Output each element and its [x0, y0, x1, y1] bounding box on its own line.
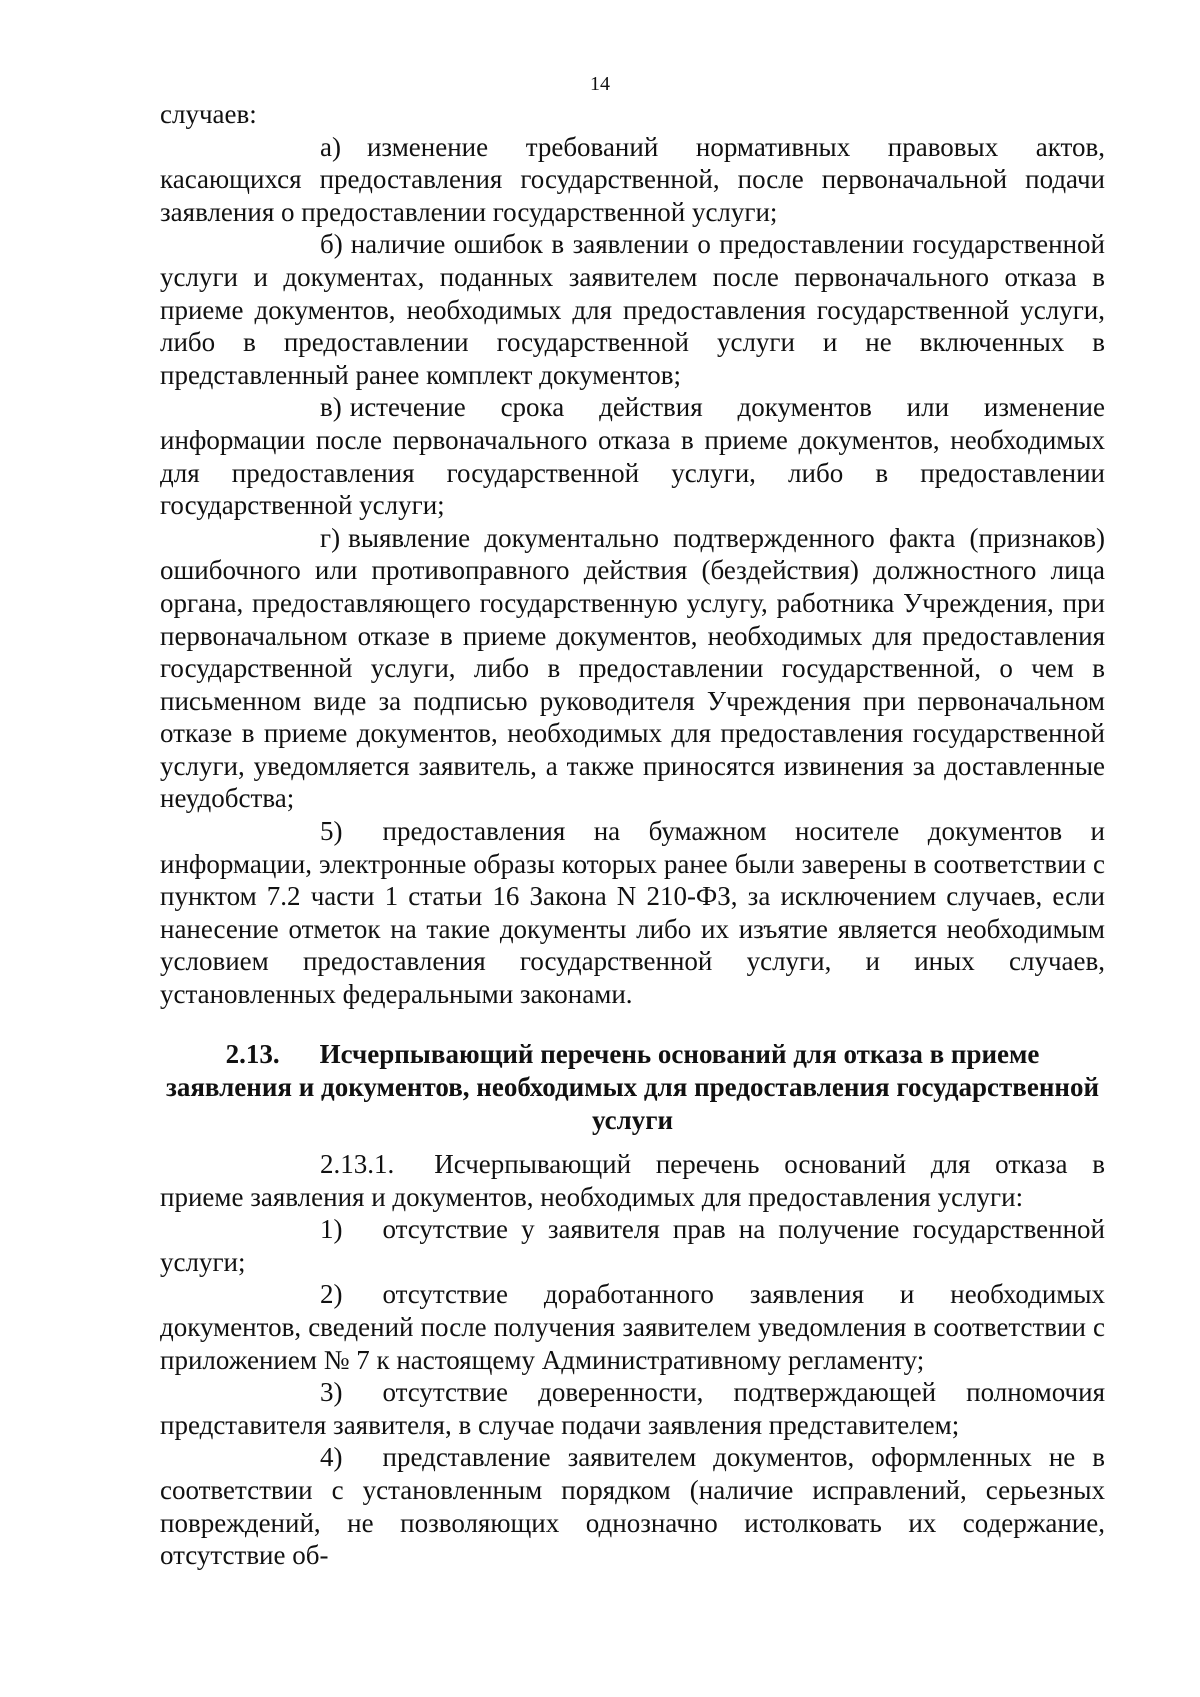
item-label: 2) [320, 1279, 343, 1310]
body-text-upper [160, 98, 1105, 1011]
paragraph-item-g [160, 522, 1105, 815]
item-text: наличие ошибок в заявлении о предоставлении государственной услуги и документах, поданных заявителем после первоначального отказа в приеме документов, необходимых для предоставления государственной услуги, либо в предоставлении государственной услуги и не включенных в представленный ранее комплект документов; [160, 229, 1105, 390]
section-title: Исчерпывающий перечень оснований для отказа в приеме заявления и документов, необходимых для предоставления государственной услуги [165, 1039, 1100, 1135]
paragraph-item-v [160, 391, 1105, 521]
item-text: выявление документально подтвержденного факта (признаков) ошибочного или противоправного действия (бездействия) должностного лица органа, предоставляющего государственную услугу, работника Учреждения, при первоначальном отказе в приеме документов, необходимых для предоставления государственной услуги, либо в предоставлении государственной, о чем в письменном виде за подписью руководителя Учреждения при первоначальном отказе в приеме документов, необходимых для предоставления государственной услуги, уведомляется заявитель, а также приносятся извинения за доставленные неудобства; [160, 522, 1105, 814]
item-label: 1) [320, 1214, 343, 1245]
item-text: представление заявителем документов, оформленных не в соответствии с установленным порядком (наличие исправлений, серьезных повреждений, не позволяющих однозначно истолковать их содержание, отсутствие об- [160, 1442, 1105, 1571]
item-label: б) [320, 229, 343, 260]
paragraph-ground-3 [160, 1376, 1105, 1441]
page-number: 14 [590, 73, 610, 95]
item-label: 2.13.1. [320, 1149, 395, 1179]
section-heading [160, 1038, 1105, 1137]
item-label: в) [320, 392, 342, 423]
item-text: изменение требований нормативных правовых актов, касающихся предоставления государственной, после первоначальной подачи заявления о предоставлении государственной услуги; [160, 131, 1105, 227]
paragraph-item-b [160, 228, 1105, 391]
paragraph-ground-1 [160, 1213, 1105, 1278]
paragraph-item-5 [160, 815, 1105, 1011]
item-label: 4) [320, 1442, 343, 1473]
item-text: предоставления на бумажном носителе документов и информации, электронные образы которых ранее были заверены в соответствии с пунктом 7.2 части 1 статьи 16 Закона N 210-ФЗ, за исключением случаев, если нанесение отметок на такие документы либо их изъятие является необходимым условием предоставления государственной услуги, и иных случаев, установленных федеральными законами. [160, 816, 1105, 1010]
item-text: истечение срока действия документов или изменение информации после первоначального отказа в приеме документов, необходимых для предоставления государственной услуги, либо в предоставлении государственной услуги; [160, 392, 1105, 521]
section-number: 2.13. [225, 1039, 280, 1069]
item-label: г) [320, 522, 341, 553]
item-text: отсутствие у заявителя прав на получение государственной услуги; [160, 1214, 1105, 1277]
paragraph-2-13-1 [160, 1148, 1105, 1213]
item-label: 3) [320, 1377, 343, 1408]
paragraph-item-a [160, 131, 1105, 229]
item-text: Исчерпывающий перечень оснований для отказа в приеме заявления и документов, необходимых для предоставления услуги: [160, 1149, 1105, 1212]
paragraph-ground-4 [160, 1441, 1105, 1571]
item-label: а) [320, 131, 341, 162]
paragraph-cases-intro: случаев: [160, 99, 257, 129]
item-label: 5) [320, 816, 343, 847]
body-text-lower [160, 1148, 1105, 1572]
item-text: отсутствие доверенности, подтверждающей полномочия представителя заявителя, в случае подачи заявления представителем; [160, 1377, 1105, 1440]
paragraph-ground-2 [160, 1278, 1105, 1376]
item-text: отсутствие доработанного заявления и необходимых документов, сведений после получения заявителем уведомления в соответствии с приложением № 7 к настоящему Административному регламенту; [160, 1279, 1105, 1375]
